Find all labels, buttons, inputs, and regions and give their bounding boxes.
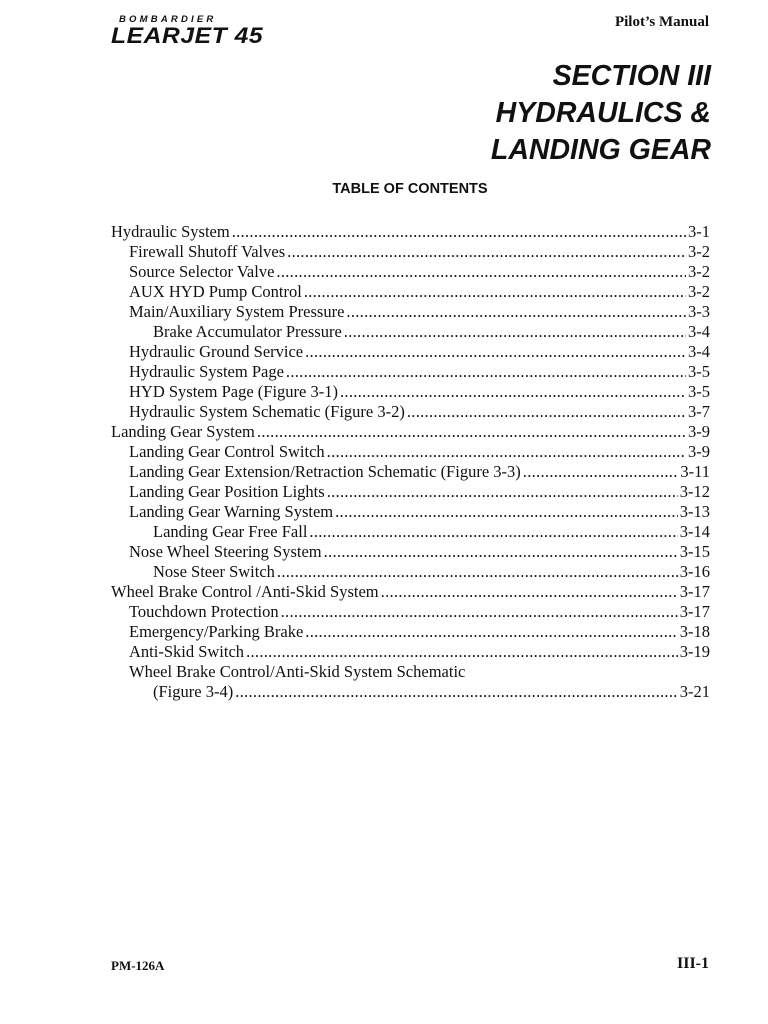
toc-entry-page: 3-4 (688, 342, 710, 361)
toc-entry-page: 3-9 (688, 442, 710, 461)
toc-entry-page: 3-17 (679, 582, 710, 601)
toc-entry-label: Landing Gear Extension/Retraction Schematic (Figure 3-3) (129, 462, 521, 481)
toc-entry-page: 3-7 (688, 402, 710, 421)
toc-entry[interactable] (111, 342, 710, 362)
toc-entry-label: Landing Gear System (111, 422, 255, 441)
toc-entry[interactable] (111, 322, 710, 342)
toc-dot-leader (327, 442, 686, 462)
toc-entry[interactable] (111, 262, 710, 282)
toc-entry-page: 3-12 (679, 482, 710, 501)
toc-entry[interactable] (111, 582, 710, 602)
toc-dot-leader (523, 462, 679, 482)
toc-dot-leader (281, 602, 678, 622)
toc-entry[interactable] (111, 422, 710, 442)
toc-entry-page: 3-16 (679, 562, 710, 581)
toc-dot-leader (340, 382, 686, 402)
page-number: III-1 (676, 955, 709, 972)
toc-dot-leader (327, 482, 678, 502)
toc-entry-page: 3-21 (679, 682, 710, 701)
toc-entry-page: 3-17 (679, 602, 710, 621)
toc-entry[interactable] (111, 462, 710, 482)
toc-dot-leader (246, 642, 678, 662)
toc-dot-leader (257, 422, 686, 442)
toc-entry-label: Brake Accumulator Pressure (153, 322, 342, 341)
toc-entry[interactable] (111, 522, 710, 542)
toc-entry[interactable] (111, 622, 710, 642)
section-heading-line: HYDRAULICS & (495, 97, 711, 129)
toc-dot-leader (276, 262, 686, 282)
toc-dot-leader (305, 622, 677, 642)
toc-entry[interactable] (111, 222, 710, 242)
manual-label: Pilot’s Manual (614, 14, 709, 30)
toc-entry-page: 3-4 (688, 322, 710, 341)
toc-entry-page: 3-9 (688, 422, 710, 441)
toc-entry-page: 3-1 (688, 222, 710, 241)
section-heading-line: LANDING GEAR (490, 134, 711, 166)
toc-entry[interactable] (111, 482, 710, 502)
toc-dot-leader (346, 302, 686, 322)
toc-entry[interactable] (111, 362, 710, 382)
section-heading (491, 58, 711, 169)
toc-entry[interactable] (111, 402, 710, 422)
toc-entry[interactable] (111, 602, 710, 622)
toc-entry-label: Landing Gear Warning System (129, 502, 334, 521)
toc-entry-label: Main/Auxiliary System Pressure (129, 302, 345, 321)
toc-dot-leader (235, 682, 678, 702)
toc-entry-page: 3-5 (688, 382, 710, 401)
toc-entry-page: 3-2 (688, 242, 710, 261)
section-heading-line: SECTION III (552, 60, 711, 92)
toc-entry-page: 3-2 (688, 262, 710, 281)
toc-entry-label: Emergency/Parking Brake (129, 622, 304, 641)
toc-dot-leader (309, 522, 677, 542)
toc-dot-leader (335, 502, 678, 522)
toc-entry-label: AUX HYD Pump Control (129, 282, 302, 301)
toc-entry-label: (Figure 3-4) (153, 682, 234, 701)
toc-entry-page: 3-15 (679, 542, 710, 561)
table-of-contents (111, 222, 710, 702)
logo-brand-text: BOMBARDIER (119, 14, 217, 25)
toc-entry-label: Hydraulic Ground Service (129, 342, 304, 361)
toc-entry-label: Hydraulic System Schematic (Figure 3-2) (129, 402, 405, 421)
toc-entry-label: Firewall Shutoff Valves (129, 242, 286, 261)
toc-entry-label: Landing Gear Position Lights (129, 482, 325, 501)
toc-entry[interactable] (111, 562, 710, 582)
toc-dot-leader (232, 222, 686, 242)
toc-entry-page: 3-14 (679, 522, 710, 541)
toc-entry-label: Anti-Skid Switch (129, 642, 245, 661)
toc-entry-page: 3-13 (679, 502, 710, 521)
toc-dot-leader (407, 402, 686, 422)
toc-entry-label: HYD System Page (Figure 3-1) (129, 382, 338, 401)
toc-entry-label: Hydraulic System (111, 222, 230, 241)
toc-dot-leader (304, 282, 686, 302)
toc-dot-leader (381, 582, 678, 602)
toc-dot-leader (324, 542, 678, 562)
toc-entry-page: 3-19 (679, 642, 710, 661)
toc-dot-leader (344, 322, 686, 342)
toc-entry[interactable] (111, 642, 710, 662)
toc-title: TABLE OF CONTENTS (332, 181, 488, 197)
learjet-45-logo (111, 14, 301, 47)
toc-entry[interactable] (111, 382, 710, 402)
toc-entry-page: 3-11 (680, 462, 710, 481)
toc-entry[interactable] (111, 282, 710, 302)
toc-dot-leader (277, 562, 678, 582)
toc-entry-label: Wheel Brake Control/Anti-Skid System Schematic (129, 662, 466, 681)
toc-entry-label: Source Selector Valve (129, 262, 275, 281)
toc-dot-leader (305, 342, 686, 362)
toc-entry-page: 3-3 (688, 302, 710, 321)
toc-entry-page: 3-2 (688, 282, 710, 301)
toc-entry[interactable] (111, 662, 710, 682)
logo-model-text: LEARJET 45 (111, 23, 264, 48)
toc-entry[interactable] (111, 682, 710, 702)
toc-dot-leader (287, 242, 686, 262)
toc-entry-label: Wheel Brake Control /Anti-Skid System (111, 582, 379, 601)
toc-entry-label: Landing Gear Control Switch (129, 442, 325, 461)
toc-entry[interactable] (111, 502, 710, 522)
toc-entry[interactable] (111, 242, 710, 262)
toc-entry-label: Nose Steer Switch (153, 562, 275, 581)
toc-entry-label: Touchdown Protection (129, 602, 279, 621)
toc-dot-leader (286, 362, 686, 382)
toc-entry-label: Landing Gear Free Fall (153, 522, 308, 541)
toc-entry-page: 3-5 (688, 362, 710, 381)
toc-entry-label: Hydraulic System Page (129, 362, 284, 381)
toc-entry[interactable] (111, 442, 710, 462)
toc-entry[interactable] (111, 302, 710, 322)
toc-entry-label: Nose Wheel Steering System (129, 542, 322, 561)
document-number: PM-126A (111, 958, 165, 973)
toc-entry[interactable] (111, 542, 710, 562)
toc-entry-page: 3-18 (679, 622, 710, 641)
